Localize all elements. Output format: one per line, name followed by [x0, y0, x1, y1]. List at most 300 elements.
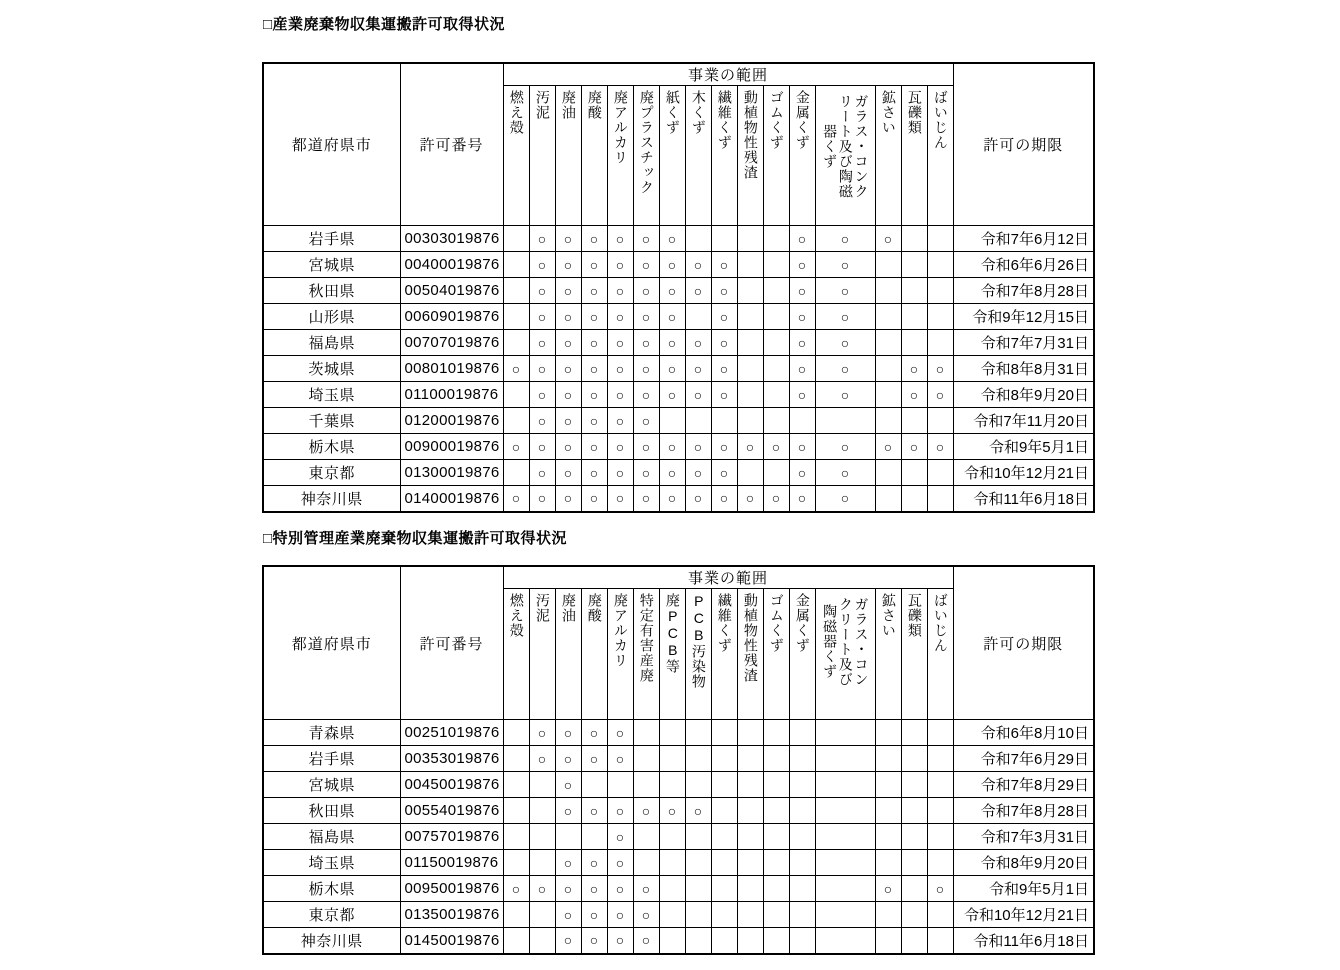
waste-permission-mark-cell: ○ [711, 382, 737, 408]
waste-permission-mark-cell: ○ [581, 720, 607, 746]
waste-permission-mark-cell: ○ [763, 434, 789, 460]
waste-type-column-header: 廃酸 [581, 86, 607, 226]
waste-permission-mark-cell [901, 486, 927, 512]
expiry-date-cell: 令和8年9月20日 [953, 382, 1094, 408]
waste-permission-mark-cell [927, 408, 953, 434]
waste-permission-mark-cell: ○ [607, 928, 633, 954]
waste-permission-mark-cell [901, 772, 927, 798]
waste-type-column-header: 繊維くず [711, 86, 737, 226]
waste-permission-mark-cell: ○ [815, 278, 875, 304]
waste-permission-mark-cell [685, 850, 711, 876]
waste-permission-mark-cell: ○ [607, 304, 633, 330]
expiry-date-cell: 令和10年12月21日 [953, 902, 1094, 928]
waste-permission-mark-cell [633, 850, 659, 876]
waste-permission-mark-cell: ○ [607, 486, 633, 512]
permit-table-row [263, 226, 1094, 252]
waste-permission-mark-cell [503, 304, 529, 330]
permit-number-cell: 00950019876 [400, 876, 503, 902]
expiry-date-cell: 令和7年8月29日 [953, 772, 1094, 798]
waste-permission-mark-cell [763, 902, 789, 928]
waste-permission-mark-cell: ○ [711, 252, 737, 278]
waste-permission-mark-cell: ○ [581, 304, 607, 330]
waste-permission-mark-cell [763, 330, 789, 356]
waste-type-column-header: 廃プラスチック [633, 86, 659, 226]
waste-permission-mark-cell [685, 746, 711, 772]
waste-permission-mark-cell [685, 408, 711, 434]
permit-number-column-header: 許可番号 [400, 566, 503, 720]
permit-table-row [263, 382, 1094, 408]
waste-permission-mark-cell: ○ [711, 304, 737, 330]
waste-permission-mark-cell: ○ [529, 720, 555, 746]
waste-type-column-header: 燃え殻 [503, 86, 529, 226]
permit-number-cell: 00504019876 [400, 278, 503, 304]
waste-permission-mark-cell [763, 876, 789, 902]
permit-number-cell: 00757019876 [400, 824, 503, 850]
waste-type-column-header: ゴムくず [763, 589, 789, 720]
waste-permission-mark-cell: ○ [815, 460, 875, 486]
permit-number-cell: 00707019876 [400, 330, 503, 356]
waste-permission-mark-cell: ○ [685, 356, 711, 382]
waste-permission-mark-cell: ○ [529, 460, 555, 486]
waste-permission-mark-cell: ○ [607, 356, 633, 382]
waste-permission-mark-cell [875, 902, 901, 928]
waste-permission-mark-cell [927, 460, 953, 486]
waste-permission-mark-cell [927, 824, 953, 850]
waste-permission-mark-cell [789, 902, 815, 928]
waste-permission-mark-cell [737, 304, 763, 330]
waste-permission-mark-cell: ○ [659, 226, 685, 252]
waste-permission-mark-cell: ○ [815, 252, 875, 278]
waste-permission-mark-cell: ○ [685, 460, 711, 486]
waste-permission-mark-cell [685, 720, 711, 746]
expiry-date-cell: 令和7年8月28日 [953, 278, 1094, 304]
waste-permission-mark-cell [763, 382, 789, 408]
permit-table-row [263, 434, 1094, 460]
waste-permission-mark-cell [737, 876, 763, 902]
permit-number-cell: 00801019876 [400, 356, 503, 382]
waste-permission-mark-cell [607, 772, 633, 798]
waste-permission-mark-cell: ○ [711, 434, 737, 460]
waste-permission-mark-cell: ○ [659, 460, 685, 486]
waste-permission-mark-cell [789, 824, 815, 850]
prefecture-cell: 茨城県 [263, 356, 400, 382]
waste-permission-mark-cell [737, 408, 763, 434]
waste-permission-mark-cell [901, 798, 927, 824]
waste-permission-mark-cell: ○ [607, 824, 633, 850]
expiry-date-cell: 令和8年8月31日 [953, 356, 1094, 382]
waste-permission-mark-cell [737, 460, 763, 486]
waste-permission-mark-cell [789, 720, 815, 746]
waste-permission-mark-cell: ○ [685, 486, 711, 512]
waste-permission-mark-cell [763, 850, 789, 876]
waste-type-column-header: 燃え殻 [503, 589, 529, 720]
waste-permission-mark-cell: ○ [529, 382, 555, 408]
prefecture-cell: 東京都 [263, 460, 400, 486]
waste-permission-mark-cell: ○ [555, 798, 581, 824]
waste-permission-mark-cell: ○ [581, 902, 607, 928]
waste-permission-mark-cell: ○ [789, 434, 815, 460]
waste-type-column-header: ガラス・コンクリート及び陶磁器くず [815, 86, 875, 226]
waste-permission-mark-cell [711, 902, 737, 928]
waste-permission-mark-cell: ○ [529, 330, 555, 356]
waste-permission-mark-cell: ○ [927, 434, 953, 460]
waste-permission-mark-cell: ○ [633, 356, 659, 382]
waste-permission-mark-cell [927, 278, 953, 304]
waste-permission-mark-cell: ○ [555, 408, 581, 434]
permit-table-row [263, 824, 1094, 850]
permit-number-cell: 01450019876 [400, 928, 503, 954]
waste-permission-mark-cell [711, 876, 737, 902]
waste-permission-mark-cell [763, 408, 789, 434]
expiry-date-cell: 令和7年8月28日 [953, 798, 1094, 824]
expiry-date-cell: 令和9年12月15日 [953, 304, 1094, 330]
waste-permission-mark-cell: ○ [901, 434, 927, 460]
prefecture-cell: 秋田県 [263, 278, 400, 304]
waste-permission-mark-cell: ○ [529, 408, 555, 434]
waste-permission-mark-cell: ○ [633, 928, 659, 954]
waste-type-column-header: 動植物性残渣 [737, 86, 763, 226]
waste-permission-mark-cell: ○ [581, 460, 607, 486]
waste-permission-mark-cell: ○ [633, 460, 659, 486]
waste-permission-mark-cell [737, 382, 763, 408]
waste-permission-mark-cell: ○ [815, 382, 875, 408]
waste-permission-mark-cell [875, 278, 901, 304]
waste-permission-mark-cell: ○ [763, 486, 789, 512]
waste-permission-mark-cell: ○ [529, 876, 555, 902]
permit-number-cell: 01350019876 [400, 902, 503, 928]
expiry-date-cell: 令和7年11月20日 [953, 408, 1094, 434]
waste-permission-mark-cell: ○ [659, 798, 685, 824]
waste-permission-mark-cell: ○ [581, 356, 607, 382]
waste-permission-mark-cell [763, 798, 789, 824]
waste-permission-mark-cell: ○ [633, 902, 659, 928]
waste-permission-mark-cell [503, 460, 529, 486]
waste-permission-mark-cell: ○ [875, 876, 901, 902]
waste-permission-mark-cell: ○ [815, 356, 875, 382]
waste-permission-mark-cell: ○ [711, 278, 737, 304]
waste-permission-mark-cell [789, 850, 815, 876]
waste-permission-mark-cell: ○ [633, 330, 659, 356]
waste-permission-mark-cell [875, 928, 901, 954]
waste-permission-mark-cell: ○ [633, 798, 659, 824]
waste-permission-mark-cell [901, 408, 927, 434]
waste-permission-mark-cell: ○ [607, 746, 633, 772]
waste-permission-mark-cell [737, 252, 763, 278]
permit-table-row [263, 252, 1094, 278]
waste-permission-mark-cell: ○ [789, 278, 815, 304]
waste-permission-mark-cell: ○ [607, 382, 633, 408]
waste-permission-mark-cell: ○ [581, 278, 607, 304]
waste-permission-mark-cell: ○ [607, 850, 633, 876]
permit-number-column-header: 許可番号 [400, 63, 503, 226]
waste-permission-mark-cell: ○ [685, 434, 711, 460]
permit-number-cell: 00609019876 [400, 304, 503, 330]
waste-permission-mark-cell [875, 382, 901, 408]
waste-permission-mark-cell: ○ [607, 252, 633, 278]
waste-permission-mark-cell [815, 772, 875, 798]
waste-type-column-header: 廃油 [555, 86, 581, 226]
waste-type-column-header: ばいじん [927, 589, 953, 720]
permit-number-cell: 00353019876 [400, 746, 503, 772]
waste-type-column-header: 廃油 [555, 589, 581, 720]
waste-permission-mark-cell [659, 928, 685, 954]
waste-permission-mark-cell: ○ [685, 252, 711, 278]
waste-permission-mark-cell: ○ [875, 226, 901, 252]
waste-permission-mark-cell: ○ [555, 460, 581, 486]
waste-permission-mark-cell: ○ [711, 356, 737, 382]
waste-type-column-header: 金属くず [789, 86, 815, 226]
waste-type-column-header: 廃アルカリ [607, 86, 633, 226]
waste-type-column-header: 木くず [685, 86, 711, 226]
waste-permission-mark-cell [581, 772, 607, 798]
waste-type-column-header: 金属くず [789, 589, 815, 720]
waste-permission-mark-cell [529, 928, 555, 954]
permit-table-row [263, 772, 1094, 798]
waste-permission-mark-cell [789, 798, 815, 824]
waste-permission-mark-cell: ○ [581, 434, 607, 460]
prefecture-cell: 宮城県 [263, 772, 400, 798]
waste-permission-mark-cell [875, 408, 901, 434]
waste-permission-mark-cell [503, 824, 529, 850]
expiry-date-cell: 令和11年6月18日 [953, 928, 1094, 954]
waste-permission-mark-cell [685, 304, 711, 330]
waste-permission-mark-cell [503, 252, 529, 278]
waste-permission-mark-cell [815, 850, 875, 876]
waste-permission-mark-cell: ○ [529, 486, 555, 512]
waste-permission-mark-cell: ○ [529, 252, 555, 278]
waste-permission-mark-cell [555, 824, 581, 850]
waste-permission-mark-cell: ○ [685, 798, 711, 824]
waste-permission-mark-cell [711, 928, 737, 954]
waste-permission-mark-cell: ○ [529, 226, 555, 252]
waste-permission-mark-cell [737, 928, 763, 954]
waste-permission-mark-cell: ○ [789, 460, 815, 486]
waste-permission-mark-cell: ○ [529, 434, 555, 460]
permit-table-row [263, 460, 1094, 486]
waste-permission-mark-cell: ○ [633, 278, 659, 304]
waste-permission-mark-cell [927, 486, 953, 512]
waste-permission-mark-cell [711, 720, 737, 746]
waste-permission-mark-cell [529, 772, 555, 798]
waste-permission-mark-cell [901, 278, 927, 304]
waste-permission-mark-cell [711, 408, 737, 434]
waste-permission-mark-cell [875, 798, 901, 824]
waste-permission-mark-cell: ○ [607, 798, 633, 824]
expiry-date-cell: 令和8年9月20日 [953, 850, 1094, 876]
waste-permission-mark-cell: ○ [581, 382, 607, 408]
waste-permission-mark-cell [875, 824, 901, 850]
waste-type-column-header: 廃アルカリ [607, 589, 633, 720]
permit-table-row [263, 746, 1094, 772]
waste-permission-mark-cell: ○ [581, 226, 607, 252]
waste-permission-mark-cell [815, 798, 875, 824]
waste-permission-mark-cell: ○ [815, 226, 875, 252]
permit-table-row [263, 330, 1094, 356]
waste-permission-mark-cell [581, 824, 607, 850]
waste-permission-mark-cell: ○ [555, 720, 581, 746]
waste-permission-mark-cell: ○ [789, 356, 815, 382]
waste-permission-mark-cell [659, 720, 685, 746]
permit-number-cell: 01400019876 [400, 486, 503, 512]
waste-permission-mark-cell: ○ [607, 408, 633, 434]
waste-permission-mark-cell [711, 850, 737, 876]
waste-type-column-header: 汚泥 [529, 589, 555, 720]
expiry-date-cell: 令和6年6月26日 [953, 252, 1094, 278]
waste-permission-mark-cell [633, 720, 659, 746]
permit-number-cell: 01300019876 [400, 460, 503, 486]
waste-permission-mark-cell: ○ [555, 876, 581, 902]
waste-permission-mark-cell [901, 824, 927, 850]
waste-permission-mark-cell [711, 746, 737, 772]
waste-type-column-header: 瓦礫類 [901, 86, 927, 226]
waste-permission-mark-cell: ○ [555, 356, 581, 382]
waste-permission-mark-cell: ○ [555, 902, 581, 928]
waste-permission-mark-cell [815, 720, 875, 746]
waste-permission-mark-cell [789, 876, 815, 902]
waste-permission-mark-cell [711, 798, 737, 824]
waste-permission-mark-cell [633, 824, 659, 850]
expiry-date-cell: 令和9年5月1日 [953, 434, 1094, 460]
waste-permission-mark-cell [529, 798, 555, 824]
waste-permission-mark-cell [815, 928, 875, 954]
permit-table-row [263, 278, 1094, 304]
permit-table-row [263, 850, 1094, 876]
waste-permission-mark-cell: ○ [815, 304, 875, 330]
waste-type-column-header: 繊維くず [711, 589, 737, 720]
waste-permission-mark-cell: ○ [659, 356, 685, 382]
waste-permission-mark-cell [927, 226, 953, 252]
waste-permission-mark-cell [711, 772, 737, 798]
prefecture-cell: 山形県 [263, 304, 400, 330]
waste-permission-mark-cell [927, 798, 953, 824]
waste-type-column-header: 動植物性残渣 [737, 589, 763, 720]
waste-permission-mark-cell: ○ [659, 434, 685, 460]
business-scope-header: 事業の範囲 [503, 566, 953, 589]
waste-permission-mark-cell: ○ [555, 486, 581, 512]
waste-permission-mark-cell [503, 746, 529, 772]
waste-permission-mark-cell: ○ [789, 226, 815, 252]
waste-permission-mark-cell: ○ [529, 356, 555, 382]
waste-permission-mark-cell: ○ [503, 434, 529, 460]
waste-permission-mark-cell: ○ [659, 304, 685, 330]
permit-table-row [263, 928, 1094, 954]
waste-permission-mark-cell: ○ [927, 876, 953, 902]
expiry-date-cell: 令和6年8月10日 [953, 720, 1094, 746]
waste-permission-mark-cell [901, 902, 927, 928]
waste-permission-mark-cell [901, 252, 927, 278]
waste-permission-mark-cell [685, 928, 711, 954]
prefecture-cell: 神奈川県 [263, 486, 400, 512]
permit-number-cell: 01200019876 [400, 408, 503, 434]
waste-permission-mark-cell [901, 720, 927, 746]
waste-permission-mark-cell [927, 850, 953, 876]
waste-permission-mark-cell: ○ [633, 252, 659, 278]
waste-permission-mark-cell [503, 408, 529, 434]
waste-permission-mark-cell: ○ [633, 434, 659, 460]
waste-permission-mark-cell [737, 772, 763, 798]
waste-permission-mark-cell: ○ [711, 460, 737, 486]
waste-permission-mark-cell [763, 356, 789, 382]
waste-type-column-header: PCB汚染物 [685, 589, 711, 720]
waste-permission-mark-cell: ○ [529, 304, 555, 330]
waste-permission-mark-cell [927, 252, 953, 278]
expiry-date-cell: 令和10年12月21日 [953, 460, 1094, 486]
waste-permission-mark-cell [685, 226, 711, 252]
waste-type-column-header: ばいじん [927, 86, 953, 226]
permit-number-cell: 01100019876 [400, 382, 503, 408]
waste-permission-mark-cell [529, 824, 555, 850]
waste-permission-mark-cell [711, 226, 737, 252]
waste-permission-mark-cell [503, 278, 529, 304]
waste-permission-mark-cell [901, 876, 927, 902]
waste-permission-mark-cell [789, 408, 815, 434]
waste-permission-mark-cell [685, 902, 711, 928]
waste-permission-mark-cell: ○ [815, 486, 875, 512]
waste-permission-mark-cell [737, 226, 763, 252]
waste-permission-mark-cell [711, 824, 737, 850]
waste-permission-mark-cell [659, 850, 685, 876]
waste-permission-mark-cell [659, 876, 685, 902]
special-waste-permit-table [262, 565, 1095, 955]
permit-table-row [263, 876, 1094, 902]
waste-permission-mark-cell [815, 408, 875, 434]
waste-permission-mark-cell: ○ [927, 356, 953, 382]
waste-permission-mark-cell: ○ [581, 408, 607, 434]
waste-permission-mark-cell [503, 382, 529, 408]
expiry-date-cell: 令和7年3月31日 [953, 824, 1094, 850]
waste-permission-mark-cell [763, 278, 789, 304]
waste-type-column-header: 廃PCB等 [659, 589, 685, 720]
waste-permission-mark-cell: ○ [607, 434, 633, 460]
prefecture-cell: 東京都 [263, 902, 400, 928]
waste-permission-mark-cell: ○ [503, 486, 529, 512]
waste-permission-mark-cell [763, 252, 789, 278]
permit-table-row [263, 720, 1094, 746]
prefecture-cell: 岩手県 [263, 226, 400, 252]
prefecture-cell: 神奈川県 [263, 928, 400, 954]
waste-permission-mark-cell: ○ [581, 876, 607, 902]
waste-permission-mark-cell [927, 746, 953, 772]
industrial-waste-permit-table [262, 62, 1095, 513]
prefecture-cell: 埼玉県 [263, 382, 400, 408]
waste-permission-mark-cell [815, 746, 875, 772]
waste-permission-mark-cell [763, 746, 789, 772]
waste-permission-mark-cell [927, 330, 953, 356]
waste-permission-mark-cell: ○ [927, 382, 953, 408]
waste-permission-mark-cell [659, 408, 685, 434]
waste-permission-mark-cell: ○ [789, 486, 815, 512]
prefecture-cell: 埼玉県 [263, 850, 400, 876]
waste-permission-mark-cell: ○ [555, 850, 581, 876]
waste-permission-mark-cell: ○ [607, 278, 633, 304]
waste-permission-mark-cell [875, 746, 901, 772]
waste-permission-mark-cell: ○ [555, 382, 581, 408]
waste-permission-mark-cell [737, 356, 763, 382]
waste-permission-mark-cell [763, 772, 789, 798]
waste-permission-mark-cell: ○ [555, 226, 581, 252]
waste-permission-mark-cell [503, 798, 529, 824]
waste-type-column-header: 特定有害産廃 [633, 589, 659, 720]
waste-permission-mark-cell: ○ [581, 928, 607, 954]
waste-permission-mark-cell [529, 902, 555, 928]
waste-permission-mark-cell: ○ [901, 382, 927, 408]
permit-number-cell: 00251019876 [400, 720, 503, 746]
waste-permission-mark-cell [685, 876, 711, 902]
prefecture-cell: 岩手県 [263, 746, 400, 772]
waste-permission-mark-cell [763, 460, 789, 486]
waste-permission-mark-cell [737, 720, 763, 746]
waste-permission-mark-cell [927, 928, 953, 954]
